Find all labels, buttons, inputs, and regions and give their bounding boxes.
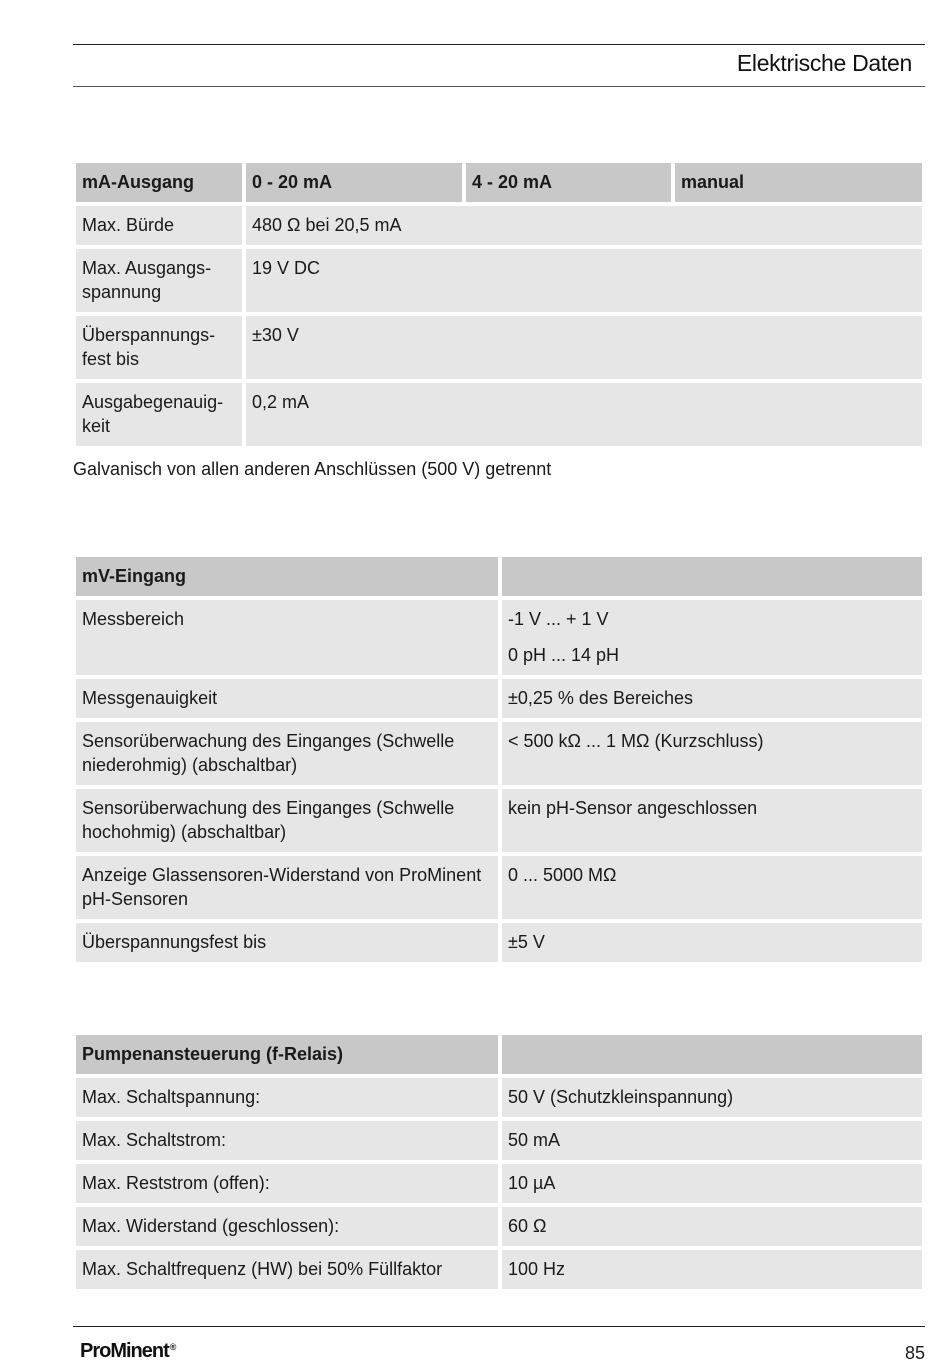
row-value: 19 V DC xyxy=(246,249,922,312)
row-value: ±0,25 % des Bereiches xyxy=(502,679,922,718)
row-value-line: 0 pH ... 14 pH xyxy=(508,645,620,665)
table-row xyxy=(76,1078,922,1117)
row-label: Messbereich xyxy=(76,600,498,675)
table-row xyxy=(76,1250,922,1289)
row-label: Messgenauigkeit xyxy=(76,679,498,718)
row-label: Überspannungsfest bis xyxy=(76,316,242,379)
logo-text: ProMinent xyxy=(80,1340,169,1362)
table-header-cell: 4 - 20 mA xyxy=(466,163,671,202)
registered-mark: ® xyxy=(169,1342,177,1352)
table-header-row xyxy=(76,163,922,202)
row-value: < 500 kΩ ... 1 MΩ (Kurzschluss) xyxy=(502,722,922,785)
table-row xyxy=(76,206,922,245)
table-row xyxy=(76,923,922,962)
galvanic-isolation-note: Galvanisch von allen anderen Anschlüssen (500 V) getrennt xyxy=(73,459,552,479)
prominent-logo xyxy=(80,1340,176,1363)
mv-input-table xyxy=(72,553,926,966)
table-row xyxy=(76,789,922,852)
row-value: 100 Hz xyxy=(502,1250,922,1289)
table-header-cell-empty xyxy=(502,1035,922,1074)
row-value: ±5 V xyxy=(502,923,922,962)
table-header-cell: mV-Eingang xyxy=(76,557,498,596)
row-value-line: -1 V ... + 1 V xyxy=(508,609,609,629)
table-row xyxy=(76,383,922,446)
row-value xyxy=(502,600,922,675)
table-header-cell: Pumpenansteuerung (f-Relais) xyxy=(76,1035,498,1074)
row-value: 10 µA xyxy=(502,1164,922,1203)
row-value: kein pH-Sensor angeschlossen xyxy=(502,789,922,852)
row-label: Max. Ausgangsspannung xyxy=(76,249,242,312)
table-row xyxy=(76,856,922,919)
table-header-row xyxy=(76,557,922,596)
row-label: Sensorüberwachung des Einganges (Schwelle niederohmig) (abschaltbar) xyxy=(76,722,498,785)
table-header-cell: manual xyxy=(675,163,922,202)
row-label: Max. Schaltspannung: xyxy=(76,1078,498,1117)
row-value: ±30 V xyxy=(246,316,922,379)
row-value: 50 V (Schutzkleinspannung) xyxy=(502,1078,922,1117)
table-row xyxy=(76,1164,922,1203)
header-bottom-rule xyxy=(73,86,925,87)
table-row xyxy=(76,679,922,718)
table-row xyxy=(76,600,922,675)
table-row xyxy=(76,249,922,312)
row-label: Max. Reststrom (offen): xyxy=(76,1164,498,1203)
ma-output-table xyxy=(72,159,926,450)
table-header-cell-empty xyxy=(502,557,922,596)
page-number: 85 xyxy=(904,1343,925,1363)
row-label: Max. Widerstand (geschlossen): xyxy=(76,1207,498,1246)
row-value: 50 mA xyxy=(502,1121,922,1160)
row-label: Max. Bürde xyxy=(76,206,242,245)
footer-rule xyxy=(73,1326,925,1327)
row-label: Max. Schaltstrom: xyxy=(76,1121,498,1160)
table-header-row xyxy=(76,1035,922,1074)
row-label: Max. Schaltfrequenz (HW) bei 50% Füllfaktor xyxy=(76,1250,498,1289)
row-value: 0,2 mA xyxy=(246,383,922,446)
row-value: 60 Ω xyxy=(502,1207,922,1246)
table-row xyxy=(76,1121,922,1160)
table-header-cell: 0 - 20 mA xyxy=(246,163,462,202)
header-top-rule xyxy=(73,44,925,45)
row-label: Anzeige Glassensoren-Widerstand von ProMinent pH-Sensoren xyxy=(76,856,498,919)
row-label: Sensorüberwachung des Einganges (Schwelle hochohmig) (abschaltbar) xyxy=(76,789,498,852)
row-value: 0 ... 5000 MΩ xyxy=(502,856,922,919)
page-title: Elektrische Daten xyxy=(736,50,912,76)
row-label: Überspannungsfest bis xyxy=(76,923,498,962)
table-row xyxy=(76,316,922,379)
pump-control-table xyxy=(72,1031,926,1293)
table-header-cell: mA-Ausgang xyxy=(76,163,242,202)
table-row xyxy=(76,1207,922,1246)
row-value: 480 Ω bei 20,5 mA xyxy=(246,206,922,245)
table-row xyxy=(76,722,922,785)
row-label: Ausgabegenauigkeit xyxy=(76,383,242,446)
